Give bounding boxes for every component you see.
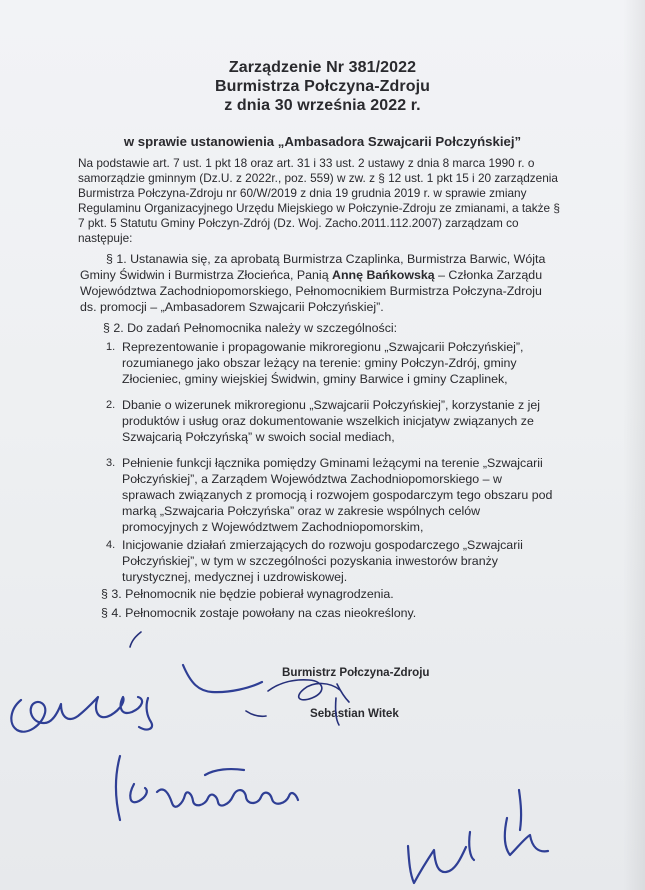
list-item-number: 2. xyxy=(106,399,116,411)
list-item-line: Złocieniec, gminy wiejskiej Świdwin, gminy Barwice i gminy Czaplinek, xyxy=(122,372,508,386)
list-item-line: Dbanie o wizerunek mikroregionu „Szwajcarii Połczyńskiej”, korzystanie z jej xyxy=(122,398,540,412)
list-item-line: Połczyńskiej”, w tym w szczególności pozyskania inwestorów branży xyxy=(122,554,498,568)
list-item-number: 4. xyxy=(106,539,116,551)
list-item-line: Inicjowanie działań zmierzających do rozwoju gospodarczego „Szwajcarii xyxy=(122,538,523,552)
list-item-line: Pełnienie funkcji łącznika pomiędzy Gminami leżącymi na terenie „Szwajcarii xyxy=(122,456,543,470)
list-item-line: produktów i usług oraz dokumentowanie wszelkich inicjatyw związanych ze xyxy=(122,414,534,428)
preamble-line: samorządzie gminnym (Dz.U. z 2022r., poz. 559) w zw. z § 12 ust. 1 pkt 15 i 20 zarządzenia xyxy=(78,171,558,185)
list-item-line: promocyjnych z Województwem Zachodniopomorskim, xyxy=(122,520,424,534)
document-subject: w sprawie ustanowienia „Ambasadora Szwajcarii Połczyńskiej” xyxy=(123,134,522,149)
preamble-line: Burmistrza Połczyna-Zdroju nr 60/W/2019 z dnia 19 grudnia 2019 r. w sprawie zmiany xyxy=(78,186,527,200)
preamble-line: 7 pkt. 5 Statutu Gminy Połczyn-Zdrój (Dz. Woj. Zacho.2011.112.2007) zarządzam co xyxy=(78,216,519,230)
preamble-line: Na podstawie art. 7 ust. 1 pkt 18 oraz art. 31 i 33 ust. 2 ustawy z dnia 8 marca 1990 r. o xyxy=(78,156,535,170)
list-item-line: sprawach związanych z promocją i rozwojem gospodarczym tego obszaru pod xyxy=(122,488,553,502)
preamble-line: Regulaminu Organizacyjnego Urzędu Miejskiego w Połczynie-Zdroju ze zmianami, a także § xyxy=(78,201,560,215)
section-1-line: ds. promocji – „Ambasadorem Szwajcarii Połczyńskiej”. xyxy=(80,300,384,314)
list-item-line: Połczyńskiej”, a Zarządem Województwa Zachodniopomorskiego – w xyxy=(122,472,502,486)
list-item-number: 1. xyxy=(106,341,116,353)
document-authority: Burmistrza Połczyna-Zdroju xyxy=(214,78,431,95)
signatory-role: Burmistrz Połczyna-Zdroju xyxy=(282,666,430,679)
list-item-line: turystycznej, medycznej i uzdrowiskowej. xyxy=(122,570,348,584)
section-4: § 4. Pełnomocnik zostaje powołany na czas nieokreślony. xyxy=(101,606,417,620)
section-3: § 3. Pełnomocnik nie będzie pobierał wynagrodzenia. xyxy=(101,587,394,601)
document-number: Zarządzenie Nr 381/2022 xyxy=(228,59,417,76)
list-item-line: rozumianego jako obszar leżący na terenie: gminy Połczyn-Zdrój, gminy xyxy=(122,356,517,370)
section-1-line: § 1. Ustanawia się, za aprobatą Burmistrza Czaplinka, Burmistrza Barwic, Wójta xyxy=(106,252,546,266)
section-2-intro: § 2. Do zadań Pełnomocnika należy w szczególności: xyxy=(103,321,398,335)
list-item-line: Reprezentowanie i propagowanie mikroregionu „Szwajcarii Połczyńskiej”, xyxy=(122,340,524,354)
section-1-line xyxy=(80,268,542,283)
signatory-name: Sebastian Witek xyxy=(310,707,399,720)
section-1-text: – Członka Zarządu xyxy=(434,268,543,282)
list-item-number: 3. xyxy=(106,457,116,469)
section-1-text: Gminy Świdwin i Burmistrza Złocieńca, Panią xyxy=(80,268,333,282)
appointee-name: Annę Bańkowską xyxy=(332,268,435,282)
list-item-line: Szwajcarią Połczyńską” w swoich social mediach, xyxy=(122,430,395,444)
preamble-line: następuje: xyxy=(78,231,133,245)
document-date: z dnia 30 września 2022 r. xyxy=(224,97,421,114)
list-item-line: marką „Szwajcaria Połczyńska” oraz w zakresie wspólnych celów xyxy=(122,504,481,518)
section-1-line: Województwa Zachodniopomorskiego, Pełnomocnikiem Burmistrza Połczyna-Zdroju xyxy=(80,284,542,298)
